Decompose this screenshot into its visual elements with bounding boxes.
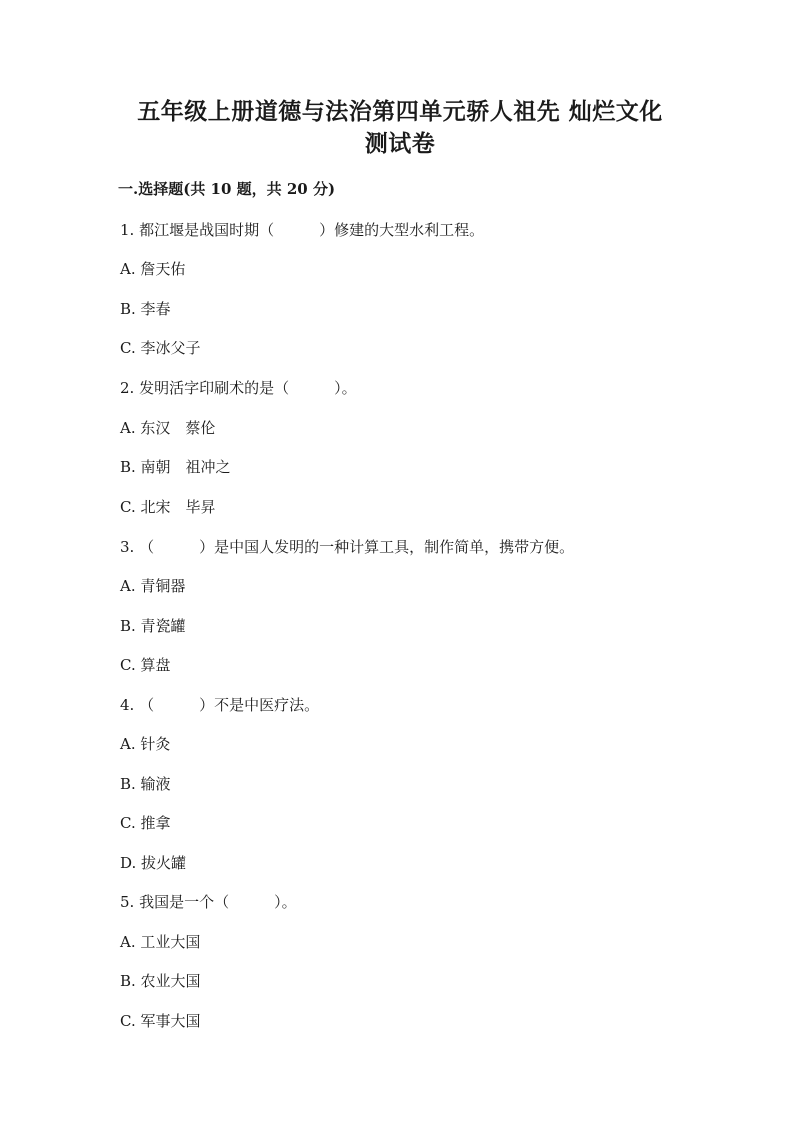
- question-option: B. 李春: [120, 300, 171, 318]
- question-option: A. 青铜器: [120, 577, 186, 595]
- question-option: C. 推拿: [120, 814, 171, 832]
- section-heading: 一.选择题(共 10 题，共 20 分): [118, 180, 336, 198]
- page-title-continued: 测试卷: [364, 130, 436, 157]
- question-option: A. 詹天佑: [120, 260, 186, 278]
- question-option: B. 输液: [120, 775, 171, 793]
- question-option: A. 针灸: [120, 735, 171, 753]
- question-option: C. 李冰父子: [120, 339, 201, 357]
- question-option: C. 算盘: [120, 656, 171, 674]
- question-option: B. 农业大国: [120, 972, 201, 990]
- question-option: A. 工业大国: [120, 933, 201, 951]
- page-title: 五年级上册道德与法治第四单元骄人祖先 灿烂文化: [137, 98, 663, 125]
- question-stem: 2. 发明活字印刷术的是（ ）。: [120, 379, 357, 397]
- question-option: C. 军事大国: [120, 1012, 201, 1030]
- question-option: D. 拔火罐: [120, 854, 187, 872]
- question-stem: 5. 我国是一个（ ）。: [120, 893, 297, 911]
- question-option: C. 北宋 毕昇: [120, 498, 216, 516]
- question-option: B. 南朝 祖冲之: [120, 458, 231, 476]
- question-stem: 1. 都江堰是战国时期（ ）修建的大型水利工程。: [120, 221, 485, 239]
- question-option: B. 青瓷罐: [120, 617, 186, 635]
- question-option: A. 东汉 蔡伦: [120, 419, 216, 437]
- question-stem: 4. （ ）不是中医疗法。: [120, 696, 320, 714]
- question-stem: 3. （ ）是中国人发明的一种计算工具，制作简单，携带方便。: [120, 538, 575, 556]
